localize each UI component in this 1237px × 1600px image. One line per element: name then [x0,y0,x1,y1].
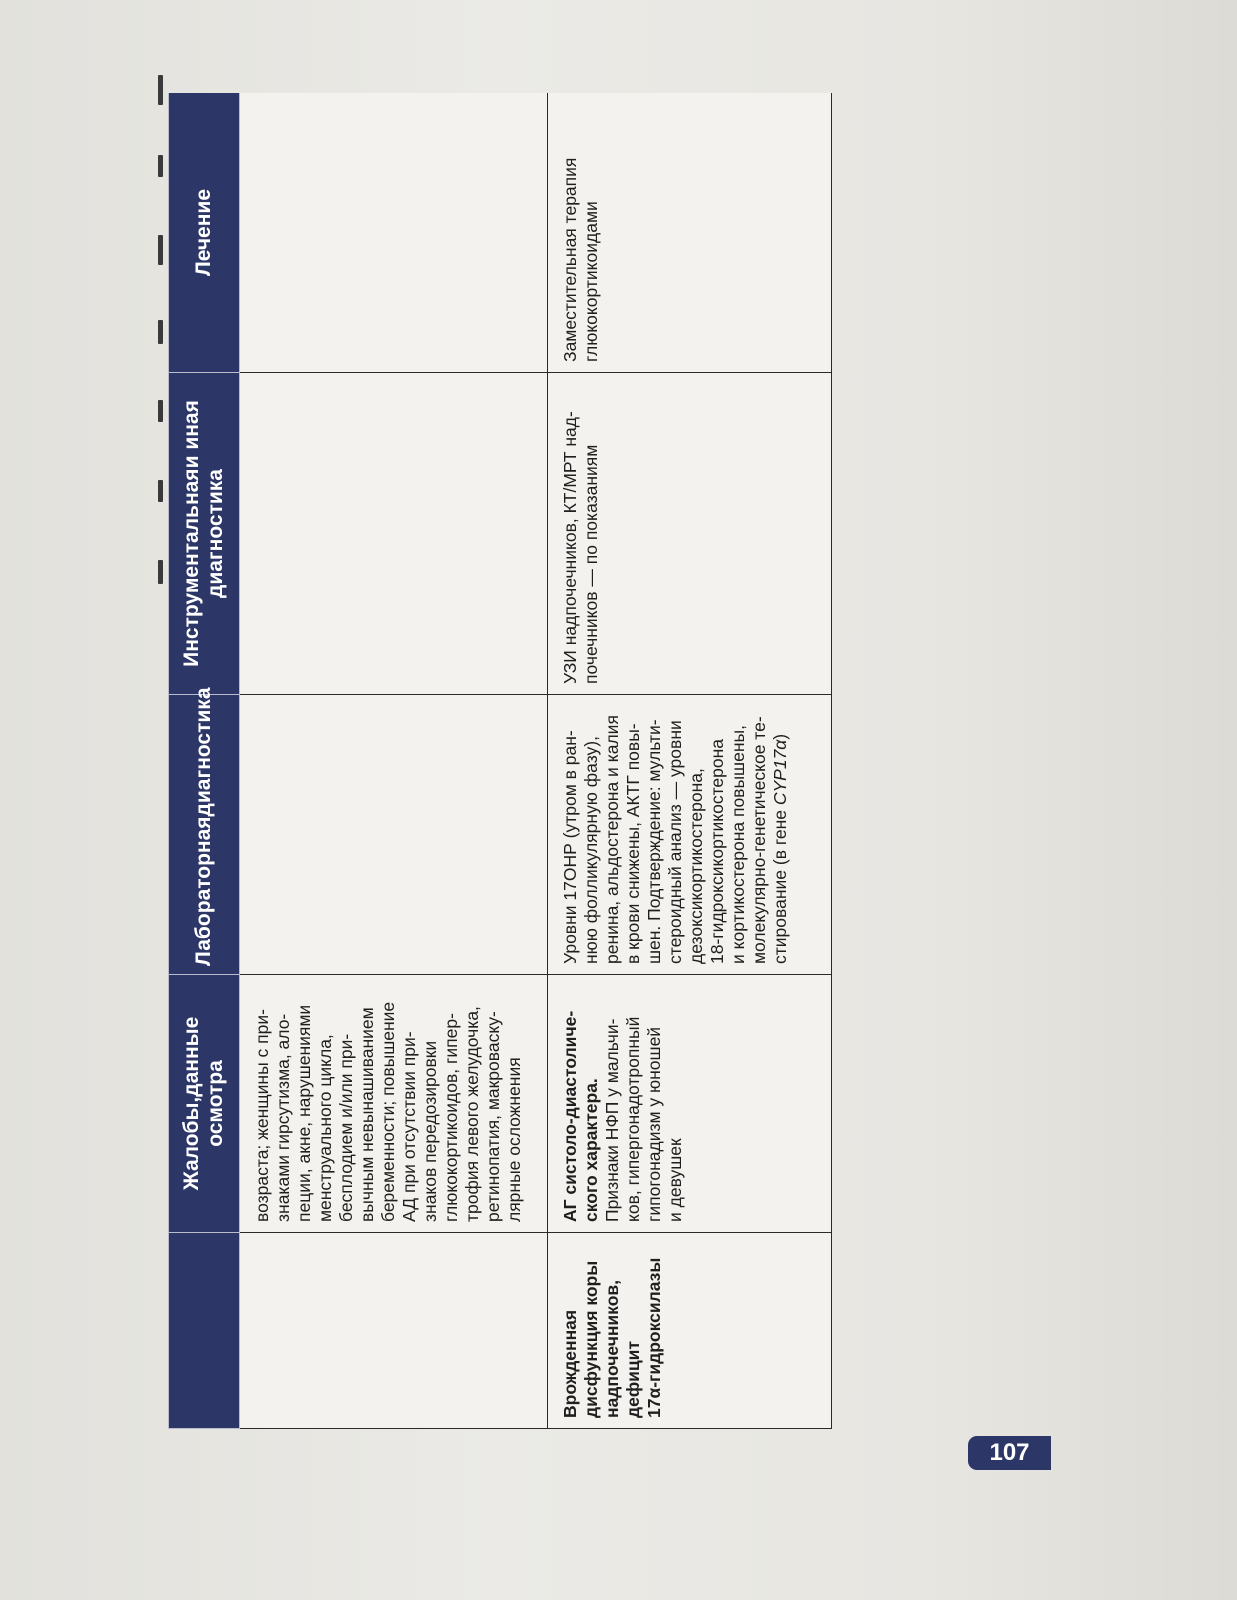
text-line: стероидный анализ — уровни [665,720,685,964]
text-line: и кортикостерона повышены, [728,725,748,964]
text-line: Врожденная [560,1309,580,1418]
margin-mark [158,320,163,344]
text-line: Уровни 17ОНР (утром в ран- [560,730,580,964]
cell-instrumental [548,373,832,695]
text-line: АГ систоло-диастоличе- [560,1010,580,1222]
text-line: дисфункция коры [581,1260,601,1418]
text-line: Жалобы, [180,1096,203,1191]
text-line: пеции, акне, нарушениями [294,1004,314,1222]
margin-mark [158,400,163,422]
text-line: знаками гирсутизма, ало- [273,1013,293,1222]
cell-instrumental [240,373,548,695]
diagnosis-table [168,93,832,1429]
text-line: лярные осложнения [504,1057,524,1222]
cell-treatment [240,93,548,373]
margin-mark [158,235,163,265]
header-instrumental [169,373,240,695]
cell-complaints [240,975,548,1233]
text-line: 18-гидроксикортикостерона [707,739,727,964]
cell-condition [548,1233,832,1429]
text-line: нюю фолликулярную фазу), [581,736,601,964]
gene-name: CYP17α [770,739,790,806]
cell-lab [240,695,548,975]
page-number: 107 [968,1436,1051,1470]
header-lab [169,687,240,975]
text-line: Заместительная терапия [560,157,580,362]
cell-condition [240,1233,548,1429]
header-condition [169,1233,240,1429]
cell-treatment [548,93,832,373]
table-row [240,93,548,1429]
text-line: дезоксикортикостерона, [686,768,706,964]
text-line: и девушек [665,1138,685,1222]
text-line: в крови снижены, АКТГ повы- [623,723,643,964]
text-line: диагностика [192,687,215,817]
page-margin-marks [155,75,167,595]
text-line: знаков передозировки [420,1040,440,1222]
text-line: вычным невынашиванием [357,1007,377,1222]
text-line: шен. Подтверждение: мульти- [644,719,664,964]
text-line: почечников — по показаниям [581,444,601,684]
text-line: Лечение [192,188,215,277]
header-complaints [169,975,240,1233]
rotated-table [168,93,832,1429]
cell-complaints [548,975,832,1233]
text-line: ретинопатия, макроваску- [483,1011,503,1222]
text-line: УЗИ надпочечников, КТ/МРТ над- [560,411,580,684]
margin-mark [158,155,163,177]
table-row [548,93,832,1429]
text-line: трофия левого желудочка, [462,1006,482,1222]
complaints-bold-text [560,985,602,1222]
text-line: бесплодием и/или при- [336,1033,356,1222]
text-line: 17α-гидроксилазы [644,1257,664,1418]
text-line: и иная диагностика [180,400,227,598]
text-line: молекулярно-генетическое те- [749,716,769,964]
text-line: беременности; повышение [378,1001,398,1222]
text-line: ков, гипергонадотропный [623,1016,643,1222]
margin-mark [158,75,163,105]
header-treatment [169,93,240,373]
complaints-text [602,985,686,1222]
text-line: надпочечников, [602,1279,622,1418]
cell-lab [548,695,832,975]
text-line: данные осмотра [180,1016,227,1147]
text-line: дефицит [623,1341,643,1418]
text-line: гипогонадизм у юношей [644,1026,664,1222]
text-line: глюкокортикоидов, гипер- [441,1013,461,1222]
text-line: глюкокортикоидами [581,201,601,362]
rotated-table-container [168,93,832,1429]
margin-mark [158,560,163,584]
text-line: ренина, альдостерона и калия [602,715,622,964]
margin-mark [158,480,163,502]
table-header-row [169,93,240,1429]
text-line: Признаки НФП у мальчи- [602,1018,622,1222]
text-line: АД при отсутствии при- [399,1031,419,1222]
text-line: Инструментальная [180,468,203,667]
text-line: ского характера. [581,1078,601,1222]
text-line: возраста; женщины с при- [252,1009,272,1222]
lab-last-line: стирование (в гене CYP17α) [770,733,790,964]
text-line: менструального цикла, [315,1034,335,1222]
text-line: Лабораторная [192,816,215,966]
lab-text [560,705,770,964]
